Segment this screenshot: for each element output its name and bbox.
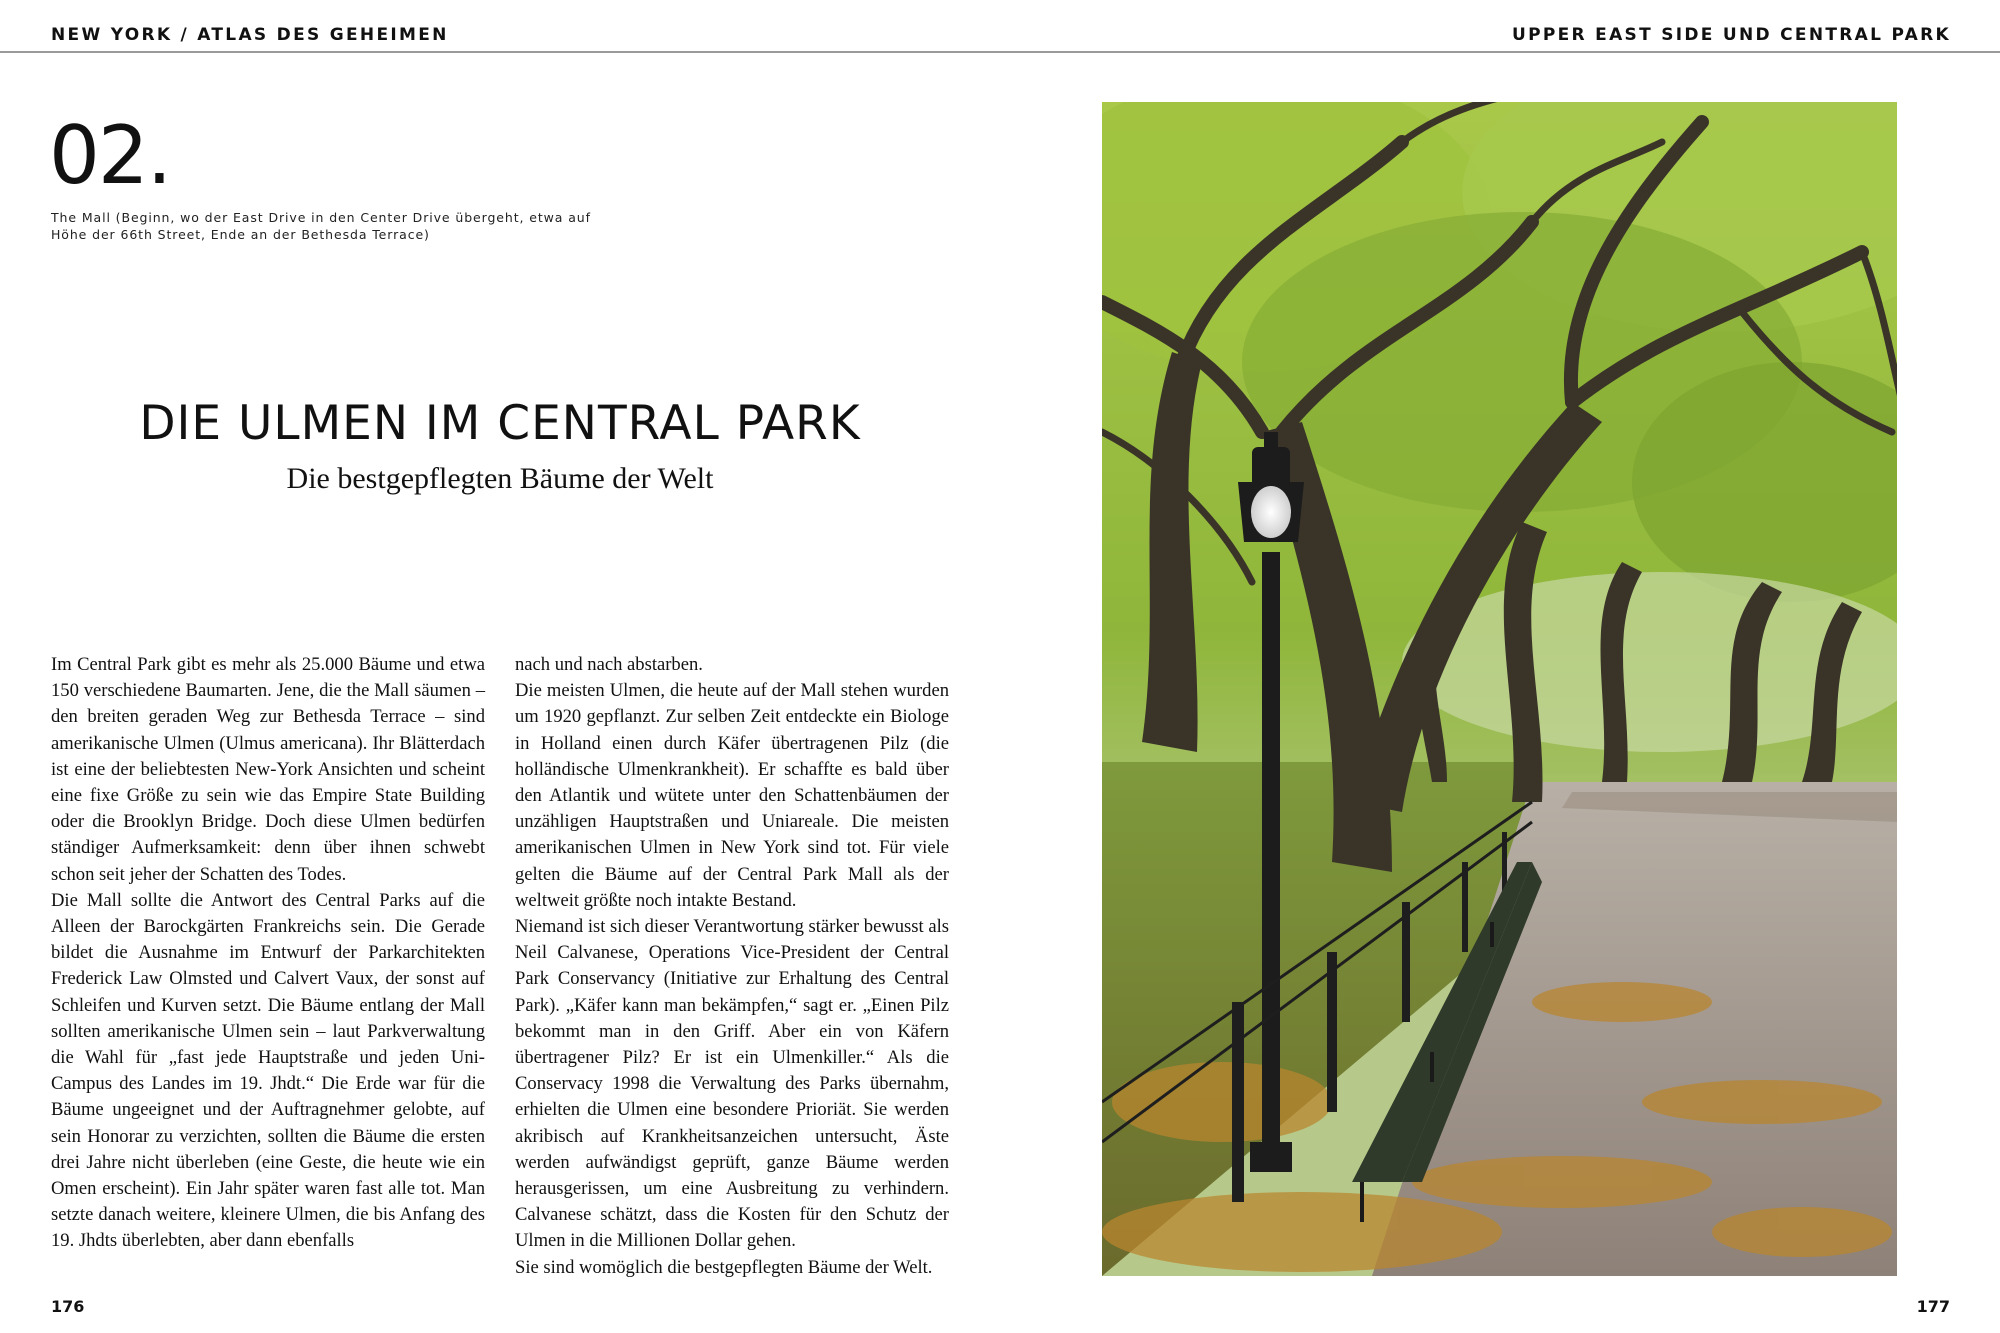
running-head-left: NEW YORK / ATLAS DES GEHEIMEN [51, 25, 449, 45]
entry-number: 02. [49, 109, 171, 202]
body-paragraph: Im Central Park gibt es mehr als 25.000 Bäume und etwa 150 verschiedene Baumarten. Jene, die the Mall säumen – den breiten geraden Weg zur Bethesda Terrace – sind amerikanische Ulmen (Ulmus americana). Ihr Blätterdach ist eine der beliebtesten New-York Ansichten und scheint eine fixe Größe zu sein wie das Empire State Building oder die Brooklyn Bridge. Doch diese Ulmen bedürfen ständiger Aufmerksamkeit: denn über ihnen schwebt schon seit jeher der Schatten des Todes. [51, 654, 485, 885]
header-rule [0, 51, 2000, 53]
mall-elm-alley-photo [1102, 102, 1897, 1276]
body-paragraph: Die meisten Ulmen, die heute auf der Mall stehen wurden um 1920 gepflanzt. Zur selben Zeit entdeckte ein Biologe in Holland einen durch Käfer übertragenen Pilz (die holländische Ulmenkrankheit). Er schaffte es bald über den Atlantik und wütete unter den Schattenbäumen der unzähligen Hauptstraßen und Uniareale. Die meisten amerikanischen Ulmen in New York sind tot. Für viele gelten die Bäume auf der Central Park Mall als der weltweit größte noch intakte Bestand. [515, 680, 949, 911]
body-paragraph: Sie sind womöglich die bestgepflegten Bäume der Welt. [515, 1256, 933, 1278]
article-subtitle: Die bestgepflegten Bäume der Welt [286, 462, 714, 495]
body-paragraph: nach und nach abstarben. [515, 654, 703, 675]
body-column-right [515, 652, 949, 1281]
body-column-left [51, 652, 485, 1255]
page-number-right: 177 [1916, 1297, 1950, 1316]
body-paragraph: Die Mall sollte die Antwort des Central Parks auf die Alleen der Barockgärten Frankreichs sein. Die Gerade bildet die Ausnahme im Entwurf der Parkarchitekten Frederick Law Olmsted und Calvert Vaux, der sonst auf Schleifen und Kurven setzt. Die Bäume entlang der Mall sollten amerikanische Ulmen sein – laut Parkverwaltung die Wahl für „fast jede Hauptstraße und jeden Uni-Campus des Landes im 19. Jhdt.“ Die Erde war für die Bäume ungeeignet und der Auftragnehmer gelobte, auf sein Honorar zu verzichten, sollten die Bäume die ersten drei Jahre nicht überleben (eine Geste, die heute wie ein Omen erscheint). Ein Jahr später waren fast alle tot. Man setzte danach weitere, kleinere Ulmen, die bis Anfang des 19. Jhdts überlebten, aber dann ebenfalls [51, 889, 485, 1252]
entry-location: The Mall (Beginn, wo der East Drive in den Center Drive übergeht, etwa auf Höhe der 66th Street, Ende an der Bethesda Terrace) [51, 210, 591, 242]
page-number-left: 176 [51, 1297, 85, 1316]
running-head-right: UPPER EAST SIDE UND CENTRAL PARK [1512, 25, 1951, 45]
body-paragraph: Niemand ist sich dieser Verantwortung stärker bewusst als Neil Calvanese, Operations Vice-President der Central Park Conservancy (Initiative zur Erhaltung des Central Park). „Käfer kann man bekämpfen,“ sagt er. „Einen Pilz bekommt man in den Griff. Aber ein von Käfern übertragener Pilz? Er ist ein Ulmenkiller.“ Als die Conservacy 1998 die Verwaltung des Parks übernahm, erhielten die Ulmen eine besondere Prioriät. Sie werden akribisch auf Krankheitsanzeichen untersucht, Äste werden aufwändigst geprüft, ganze Bäume werden herausgerissen, um eine Ausbreitung zu verhindern. Calvanese schätzt, dass die Kosten für den Schutz der Ulmen in die Millionen Dollar gehen. [515, 916, 949, 1252]
article-title: DIE ULMEN IM CENTRAL PARK [139, 396, 861, 451]
